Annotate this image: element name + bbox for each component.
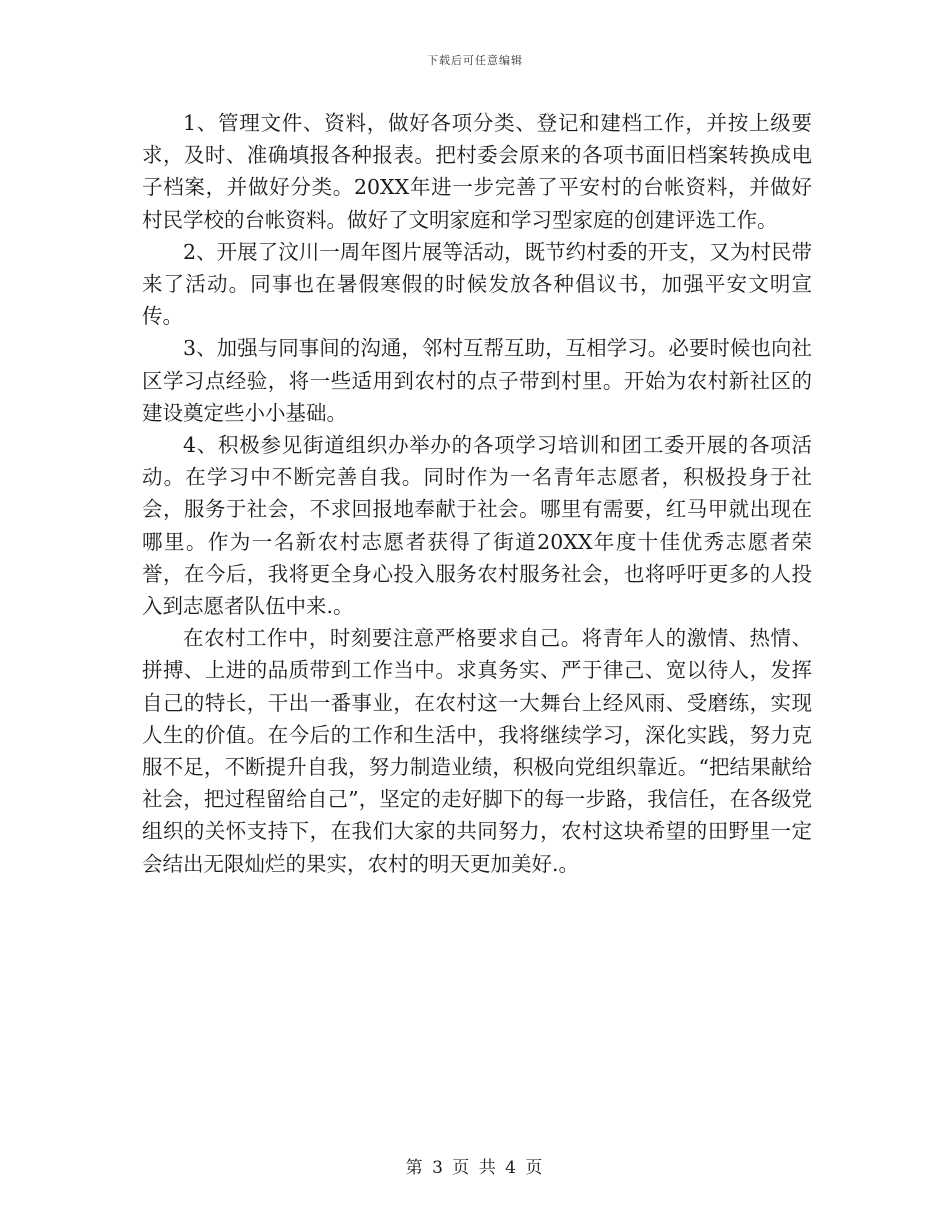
paragraph-conclusion: 在农村工作中，时刻要注意严格要求自己。将青年人的激情、热情、拼搏、上进的品质带到工作当中。求真务实、严于律己、宽以待人，发挥自己的特长，干出一番事业，在农村这一大舞台上经风雨、受磨练，实现人生的价值。在今后的工作和生活中，我将继续学习，深化实践，努力克服不足，不断提升自我，努力制造业绩，积极向党组织靠近。“把结果献给社会，把过程留给自己”，坚定的走好脚下的每一步路，我信任，在各级党组织的关怀支持下，在我们大家的共同努力，农村这块希望的田野里一定会结出无限灿烂的果实，农村的明天更加美好.。 — [142, 626, 812, 876]
paragraph-item-3: 3、加强与同事间的沟通，邻村互帮互助，互相学习。必要时候也向社区学习点经验，将一些适用到农村的点子带到村里。开始为农村新社区的建设奠定些小小基础。 — [142, 336, 812, 425]
document-body — [142, 107, 812, 880]
page-number-footer: 第 3 页 共 4 页 — [405, 1158, 545, 1178]
paragraph-item-2: 2、开展了汶川一周年图片展等活动，既节约村委的开支，又为村民带来了活动。同事也在暑假寒假的时候发放各种倡议书，加强平安文明宣传。 — [142, 239, 812, 329]
page-header: 下载后可任意编辑 — [427, 54, 523, 67]
paragraph-item-1: 1、管理文件、资料，做好各项分类、登记和建档工作，并按上级要求，及时、准确填报各种报表。把村委会原来的各项书面旧档案转换成电子档案，并做好分类。20XX年进一步完善了平安村的台帐资料，并做好村民学校的台帐资料。做好了文明家庭和学习型家庭的创建评选工作。 — [142, 111, 812, 232]
paragraph-item-4: 4、积极参见街道组织办举办的各项学习培训和团工委开展的各项活动。在学习中不断完善自我。同时作为一名青年志愿者，积极投身于社会，服务于社会，不求回报地奉献于社会。哪里有需要，红马甲就出现在哪里。作为一名新农村志愿者获得了街道20XX年度十佳优秀志愿者荣誉，在今后，我将更全身心投入服务农村服务社会，也将呼吁更多的人投入到志愿者队伍中来.。 — [142, 433, 812, 619]
